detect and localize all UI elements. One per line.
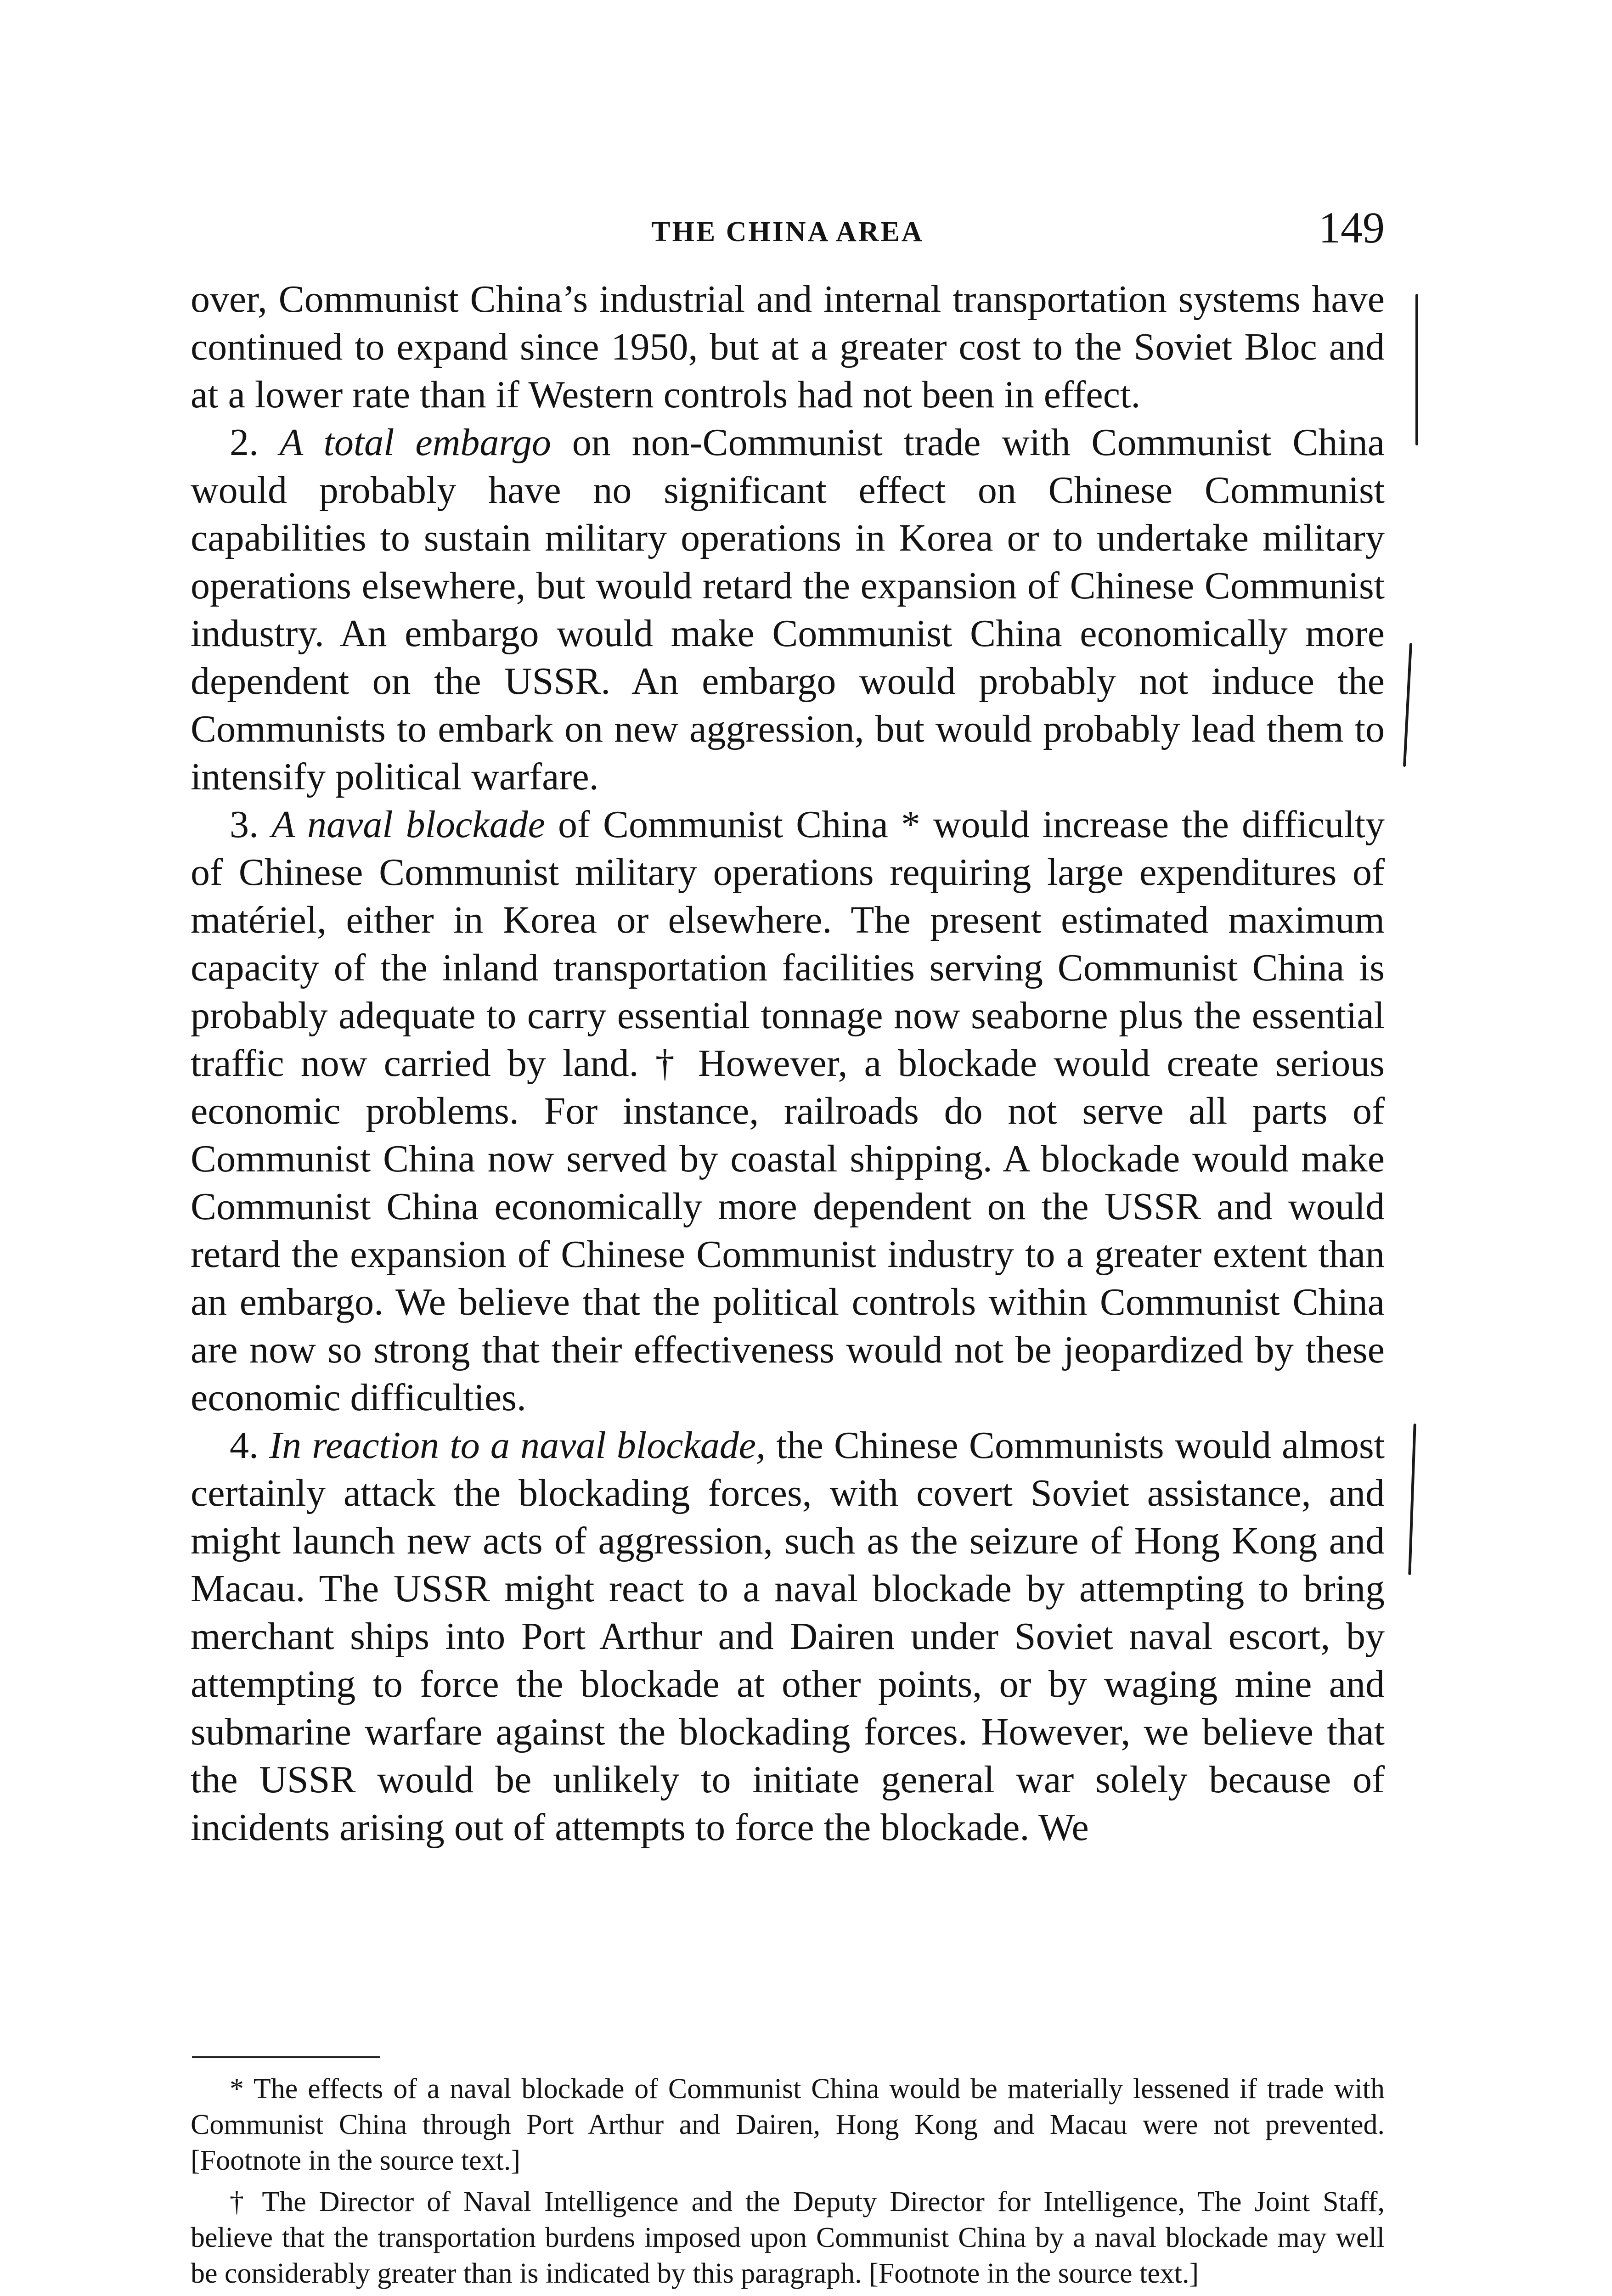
footnote-rule [192, 2056, 380, 2058]
running-head [191, 202, 1385, 257]
page-number: 149 [1319, 203, 1385, 252]
body-text [191, 276, 1385, 1851]
footnotes [191, 2071, 1385, 2296]
paragraph-3 [191, 801, 1385, 1422]
paragraph-4 [191, 1422, 1385, 1851]
paragraph-lead-italic: In reaction to a naval blockade, [269, 1424, 766, 1467]
margin-mark [1403, 643, 1412, 767]
paragraph-lead-italic: A total embargo [279, 421, 551, 464]
footnote-asterisk: * The effects of a naval blockade of Communist China would be materially lessened if trade with Communist China through Port Arthur and Dairen, Hong Kong and Macau were not prevented. [Footnote in the source text.] [191, 2073, 1385, 2176]
paragraph-body: of Communist China * would increase the difficulty of Chinese Communist military operations requiring large expenditures of matériel, either in Korea or elsewhere. The present estimated maximum capacity of the inland transportation facilities serving Communist China is probably adequate to carry essential tonnage now seaborne plus the essential traffic now carried by land. † However, a blockade would create serious economic problems. For instance, railroads do not serve all parts of Communist China now served by coastal shipping. A blockade would make Communist China economically more dependent on the USSR and would retard the expansion of Chinese Communist industry to a greater extent than an embargo. We believe that the political controls within Communist China are now so strong that their effectiveness would not be jeopardized by these economic difficulties. [191, 803, 1385, 1419]
paragraph-number: 2. [230, 421, 280, 464]
paragraph-lead-italic: A naval blockade [271, 803, 545, 846]
paragraph-continued: over, Communist China’s industrial and internal transportation systems have continued to expand since 1950, but at a greater cost to the Soviet Bloc and at a lower rate than if Western controls had not been in effect. [191, 278, 1385, 416]
paragraph-body: the Chinese Communists would almost certainly attack the blockading forces, with covert Soviet assistance, and might launch new acts of aggression, such as the seizure of Hong Kong and Macau. The USSR might react to a naval blockade by attempting to bring merchant ships into Port Arthur and Dairen under Soviet naval escort, by attempting to force the blockade at other points, or by waging mine and submarine warfare against the blockading forces. However, we believe that the USSR would be unlikely to initiate general war solely because of incidents arising out of attempts to force the blockade. We [191, 1424, 1385, 1849]
margin-mark [1415, 294, 1418, 445]
paragraph-body: on non-Communist trade with Communist China would probably have no significant effect on Chinese Communist capabilities to sustain military operations in Korea or to undertake military operations elsewhere, but would retard the expansion of Chinese Communist industry. An embargo would make Communist China economically more dependent on the USSR. An embargo would probably not induce the Communists to embark on new aggression, but would probably lead them to intensify political warfare. [191, 421, 1385, 798]
running-title: THE CHINA AREA [651, 216, 924, 248]
paragraph-2 [191, 419, 1385, 801]
footnote-dagger: † The Director of Naval Intelligence and the Deputy Director for Intelligence, The Joint Staff, believe that the transportation burdens imposed upon Communist China by a naval blockade may well be considerably greater than is indicated by this paragraph. [Footnote in the source text.] [191, 2186, 1385, 2289]
paragraph-number: 4. [230, 1424, 270, 1467]
margin-mark [1408, 1424, 1416, 1575]
paragraph-number: 3. [230, 803, 272, 846]
